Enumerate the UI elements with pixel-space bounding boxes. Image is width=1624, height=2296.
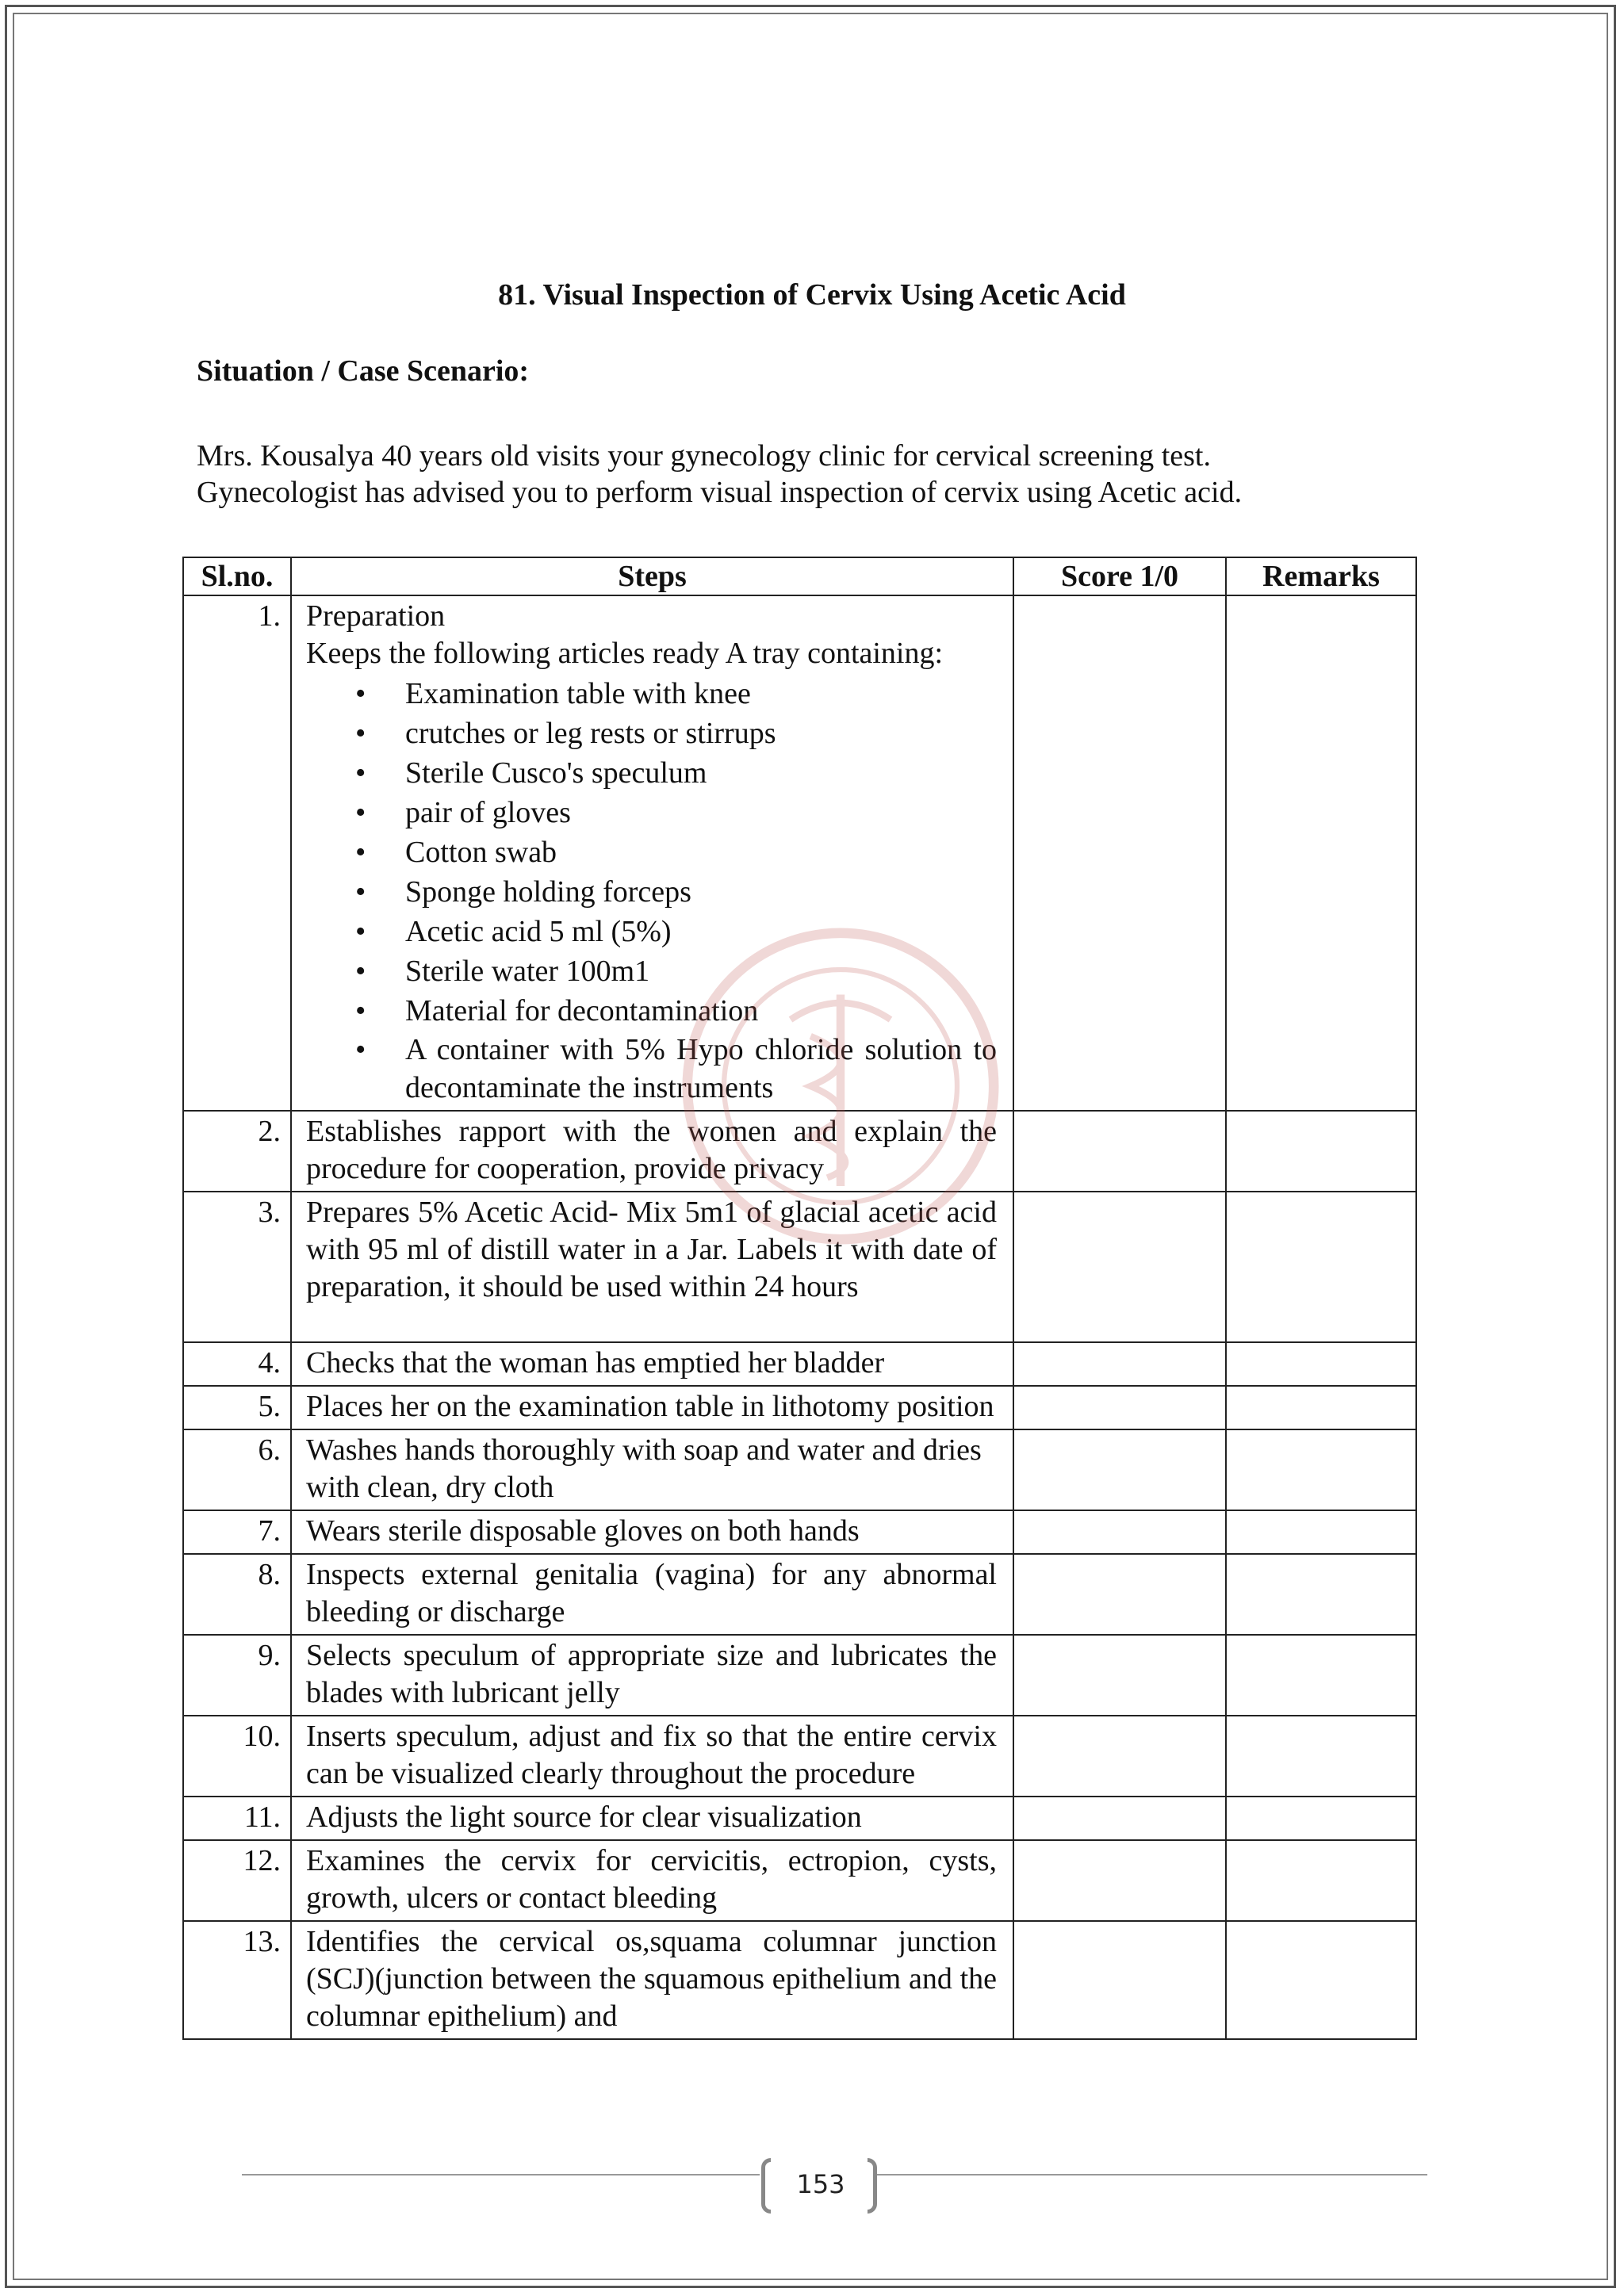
header-remarks: Remarks <box>1226 557 1416 595</box>
step-cell: Prepares 5% Acetic Acid- Mix 5m1 of glacial acetic acid with 95 ml of distill water in a Jar. Labels it with date of preparation, it should be used within 24 hours <box>291 1192 1013 1342</box>
scenario-line-1: Mrs. Kousalya 40 years old visits your gynecology clinic for cervical screening test. <box>197 439 1211 473</box>
list-item: • A container with 5% Hypo chloride solution to decontaminate the instruments <box>306 1031 997 1107</box>
table-row <box>183 1554 1416 1635</box>
row-number: 11. <box>183 1797 291 1840</box>
page-number-bracket-right <box>868 2158 877 2214</box>
row-number: 6. <box>183 1429 291 1510</box>
table-row <box>183 1921 1416 2039</box>
procedure-checklist-table <box>182 557 1417 2040</box>
page-title: 81. Visual Inspection of Cervix Using Acetic Acid <box>498 278 1126 312</box>
step-cell: Washes hands thoroughly with soap and water and dries with clean, dry cloth <box>291 1429 1013 1510</box>
table-header-row <box>183 557 1416 595</box>
remarks-cell[interactable] <box>1226 1510 1416 1554</box>
score-cell[interactable] <box>1013 1111 1226 1192</box>
table-row <box>183 1797 1416 1840</box>
step-cell: Places her on the examination table in lithotomy position <box>291 1386 1013 1429</box>
step-cell: Adjusts the light source for clear visualization <box>291 1797 1013 1840</box>
score-cell[interactable] <box>1013 1921 1226 2039</box>
remarks-cell[interactable] <box>1226 1386 1416 1429</box>
row-number: 12. <box>183 1840 291 1921</box>
step-title: Preparation <box>306 599 446 633</box>
list-item: • Cotton swab <box>306 832 997 872</box>
step-cell: Establishes rapport with the women and explain the procedure for cooperation, provide privacy <box>291 1111 1013 1192</box>
row-number: 5. <box>183 1386 291 1429</box>
step-description: Keeps the following articles ready A tray containing: <box>306 637 944 670</box>
row-number: 3. <box>183 1192 291 1342</box>
remarks-cell[interactable] <box>1226 1429 1416 1510</box>
list-item: • pair of gloves <box>306 793 997 832</box>
row-number: 4. <box>183 1342 291 1386</box>
list-item: • Sterile Cusco's speculum <box>306 753 997 793</box>
row-number: 10. <box>183 1716 291 1797</box>
row-number: 9. <box>183 1635 291 1716</box>
list-item: • Sterile water 100m1 <box>306 951 997 991</box>
score-cell[interactable] <box>1013 1797 1226 1840</box>
row-number: 8. <box>183 1554 291 1635</box>
table-row <box>183 1716 1416 1797</box>
remarks-cell[interactable] <box>1226 1635 1416 1716</box>
remarks-cell[interactable] <box>1226 1797 1416 1840</box>
footer-rule-left <box>242 2174 760 2175</box>
page-number: 153 <box>796 2169 845 2199</box>
table-row <box>183 1342 1416 1386</box>
table-row <box>183 1635 1416 1716</box>
table-row <box>183 1429 1416 1510</box>
list-item: • crutches or leg rests or stirrups <box>306 714 997 753</box>
row-number: 13. <box>183 1921 291 2039</box>
score-cell[interactable] <box>1013 1716 1226 1797</box>
table-row <box>183 1840 1416 1921</box>
remarks-cell[interactable] <box>1226 1840 1416 1921</box>
header-score: Score 1/0 <box>1013 557 1226 595</box>
section-heading: Situation / Case Scenario: <box>197 354 530 388</box>
scenario-line-2: Gynecologist has advised you to perform visual inspection of cervix using Acetic acid. <box>197 476 1243 509</box>
row-number: 7. <box>183 1510 291 1554</box>
remarks-cell[interactable] <box>1226 1192 1416 1342</box>
score-cell[interactable] <box>1013 1554 1226 1635</box>
step-cell: Identifies the cervical os,squama columnar junction (SCJ)(junction between the squamous epithelium and the columnar epithelium) and <box>291 1921 1013 2039</box>
score-cell[interactable] <box>1013 1510 1226 1554</box>
header-slno: Sl.no. <box>183 557 291 595</box>
step-cell: Inserts speculum, adjust and fix so that the entire cervix can be visualized clearly throughout the procedure <box>291 1716 1013 1797</box>
list-item: • Acetic acid 5 ml (5%) <box>306 912 997 951</box>
score-cell[interactable] <box>1013 1635 1226 1716</box>
header-steps: Steps <box>291 557 1013 595</box>
step-cell: Inspects external genitalia (vagina) for any abnormal bleeding or discharge <box>291 1554 1013 1635</box>
list-item: • Material for decontamination <box>306 991 997 1031</box>
score-cell[interactable] <box>1013 1840 1226 1921</box>
score-cell[interactable] <box>1013 595 1226 1111</box>
score-cell[interactable] <box>1013 1192 1226 1342</box>
step-cell: Wears sterile disposable gloves on both hands <box>291 1510 1013 1554</box>
remarks-cell[interactable] <box>1226 1111 1416 1192</box>
step-cell: Checks that the woman has emptied her bladder <box>291 1342 1013 1386</box>
table-row <box>183 1510 1416 1554</box>
page-number-bracket-left <box>761 2158 771 2214</box>
score-cell[interactable] <box>1013 1429 1226 1510</box>
institution-seal-icon <box>674 920 1007 1253</box>
case-scenario <box>197 438 1331 511</box>
remarks-cell[interactable] <box>1226 1921 1416 2039</box>
remarks-cell[interactable] <box>1226 1554 1416 1635</box>
step-cell: Examines the cervix for cervicitis, ectropion, cysts, growth, ulcers or contact bleeding <box>291 1840 1013 1921</box>
row-number: 1. <box>183 595 291 1111</box>
remarks-cell[interactable] <box>1226 1342 1416 1386</box>
table-row <box>183 1386 1416 1429</box>
step-cell: Selects speculum of appropriate size and lubricates the blades with lubricant jelly <box>291 1635 1013 1716</box>
list-item: • Sponge holding forceps <box>306 872 997 912</box>
footer-rule-right <box>876 2174 1427 2175</box>
score-cell[interactable] <box>1013 1342 1226 1386</box>
remarks-cell[interactable] <box>1226 1716 1416 1797</box>
score-cell[interactable] <box>1013 1386 1226 1429</box>
remarks-cell[interactable] <box>1226 595 1416 1111</box>
list-item: • Examination table with knee <box>306 674 997 714</box>
row-number: 2. <box>183 1111 291 1192</box>
